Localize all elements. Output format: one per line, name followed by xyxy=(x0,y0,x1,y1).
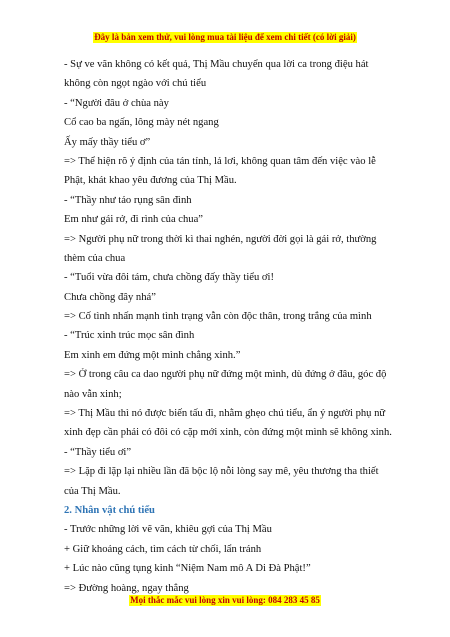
body-line: => Thị Mầu thì nó được biến tấu đi, nhằm ghẹo chú tiểu, ẩn ý người phụ nữ xyxy=(64,408,386,420)
body-line: Chưa chồng đây nhá” xyxy=(64,291,156,303)
body-line: - “Thầy như tảo rụng sân đình xyxy=(64,194,192,206)
body-line: => Thể hiện rõ ý định của tán tỉnh, lả lơi, không quan tâm đến việc vào lễ xyxy=(64,155,376,167)
body-line: => Ở trong câu ca dao người phụ nữ đứng một mình, dù đứng ở đâu, góc độ xyxy=(64,369,387,381)
body-line: - “Thầy tiểu ơi” xyxy=(64,446,132,458)
body-line: => Cố tình nhấn mạnh tình trạng vẫn còn độc thân, trong trắng của mình xyxy=(64,311,372,323)
body-line: - Sự ve vãn không có kết quả, Thị Mầu chuyển qua lời ca trong điệu hát xyxy=(64,59,369,70)
body-line: Em như gái rở, đi rình của chua” xyxy=(64,214,204,226)
body-line: Cổ cao ba ngấn, lông mày nét ngang xyxy=(64,117,219,129)
body-line: xinh đẹp cần phải có đôi có cặp mới xinh, còn đứng một mình sẽ không xinh. xyxy=(64,427,392,439)
body-line: - “Người đâu ở chùa này xyxy=(64,97,169,109)
section-heading: 2. Nhân vật chú tiểu xyxy=(64,504,155,516)
footer-banner-text: Mọi thắc mắc vui lòng xin vui lòng: 084 283 45 85 xyxy=(130,595,320,605)
body-line: => Người phụ nữ trong thời kì thai nghén, người đời gọi là gái rở, thường xyxy=(64,233,377,245)
body-line: => Đường hoàng, ngay thẳng xyxy=(64,582,189,594)
header-banner-text: Đây là bản xem thử, vui lòng mua tài liệu để xem chi tiết (có lời giải) xyxy=(94,32,356,42)
body-line: Phật, khát khao yêu đương của Thị Mầu. xyxy=(64,175,237,187)
body-line: thèm của chua xyxy=(64,252,126,264)
document-body xyxy=(64,55,400,598)
body-line: Em xinh em đứng một mình chẳng xinh.” xyxy=(64,349,241,361)
body-line: + Giữ khoảng cách, tìm cách từ chối, lẩn tránh xyxy=(64,543,262,555)
body-line: + Lúc nào cũng tụng kinh “Niệm Nam mô A Di Đà Phật!” xyxy=(64,563,311,575)
header-banner xyxy=(0,27,450,45)
body-line: - “Tuổi vừa đôi tám, chưa chồng đấy thầy tiểu ơi! xyxy=(64,272,274,284)
body-line: - “Trúc xinh trúc mọc sân đình xyxy=(64,330,195,342)
body-line: không còn ngọt ngào với chú tiểu xyxy=(64,78,207,90)
body-line: - Trước những lời vẽ vãn, khiêu gợi của Thị Mầu xyxy=(64,524,272,536)
body-line: nào vẫn xinh; xyxy=(64,388,122,400)
body-line: => Lặp đi lặp lại nhiều lần đã bộc lộ nỗi lòng say mê, yêu thương tha thiết xyxy=(64,466,379,478)
body-line: của Thị Mầu. xyxy=(64,485,121,497)
footer-banner xyxy=(0,590,450,608)
body-line: Ấy mấy thầy tiểu ơ” xyxy=(64,136,151,148)
